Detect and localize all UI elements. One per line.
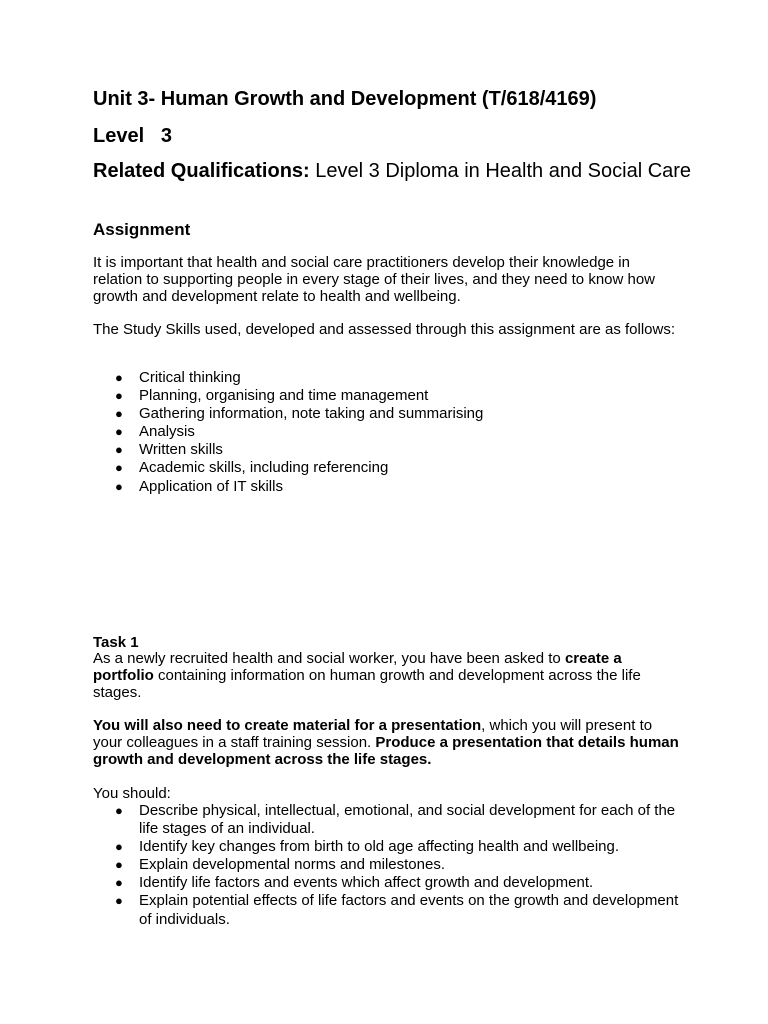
task-1-heading: Task 1 [93,634,139,651]
list-item [93,802,683,838]
bullet-icon: ● [115,406,123,422]
task-1-text: As a newly recruited health and social worker, you have been asked to [93,650,565,667]
requirement-text: Identify key changes from birth to old age affecting health and wellbeing. [139,838,620,856]
presentation-emphasis: You will also need to create material for a presentation [93,717,482,734]
list-item [93,459,683,477]
list-item [93,405,683,423]
bullet-icon: ● [115,442,123,458]
bullet-icon: ● [115,839,123,855]
related-qualifications [93,160,693,183]
presentation-text: , which you will present to your colleagues in a staff training session. [93,717,653,751]
unit-title: Unit 3- Human Growth and Development (T/618/4169) [93,88,597,110]
bullet-icon: ● [115,803,123,818]
requirement-text: Explain developmental norms and milestones. [139,856,445,874]
skill-text: Gathering information, note taking and summarising [139,405,484,423]
bullet-icon: ● [115,857,123,873]
bullet-icon: ● [115,893,123,909]
bullet-icon: ● [115,388,123,404]
skill-text: Written skills [139,441,223,459]
requirement-text: Explain potential effects of life factors and events on the growth and development of individuals. [139,892,679,928]
skill-text: Critical thinking [139,369,241,386]
list-item [93,856,683,874]
bullet-icon: ● [115,478,123,494]
study-skills-intro: The Study Skills used, developed and assessed through this assignment are as follows: [93,321,675,338]
skill-text: Academic skills, including referencing [139,459,389,477]
you-should-label: You should: [93,785,171,802]
list-item [93,892,683,928]
list-item [93,838,683,856]
bullet-icon: ● [115,424,123,440]
list-item [93,423,683,441]
requirement-text: Describe physical, intellectual, emotional, and social development for each of the life stages of an individual. [139,802,676,838]
related-qualifications-label: Related Qualifications: [93,160,310,182]
task-1-paragraph [93,651,683,701]
task-1-text-end: containing information on human growth and development across the life stages. [93,666,641,701]
bullet-icon: ● [115,460,123,476]
bullet-icon: ● [115,370,123,385]
task-1-emphasis: create a portfolio [93,650,622,684]
bullet-icon: ● [115,875,123,891]
requirement-text: Identify life factors and events which affect growth and development. [139,874,594,892]
list-item [93,441,683,459]
presentation-instruction: Produce a presentation that details human growth and development across the life stages. [93,733,679,768]
presentation-paragraph [93,718,683,768]
study-skills-list [93,369,683,496]
list-item [93,874,683,892]
list-item [93,369,683,387]
skill-text: Analysis [139,423,195,441]
skill-text: Application of IT skills [139,477,283,495]
related-qualifications-value: Level 3 Diploma in Health and Social Care [309,160,692,182]
list-item [93,387,683,405]
task-requirements-list [93,802,683,929]
skill-text: Planning, organising and time management [139,387,429,405]
list-item [93,478,683,496]
intro-paragraph: It is important that health and social care practitioners develop their knowledge in relation to supporting people in every stage of their lives, and they need to know how growth and development relate to health and wellbeing. [93,254,656,305]
level-heading: Level 3 [93,125,172,147]
assignment-heading: Assignment [93,220,191,239]
